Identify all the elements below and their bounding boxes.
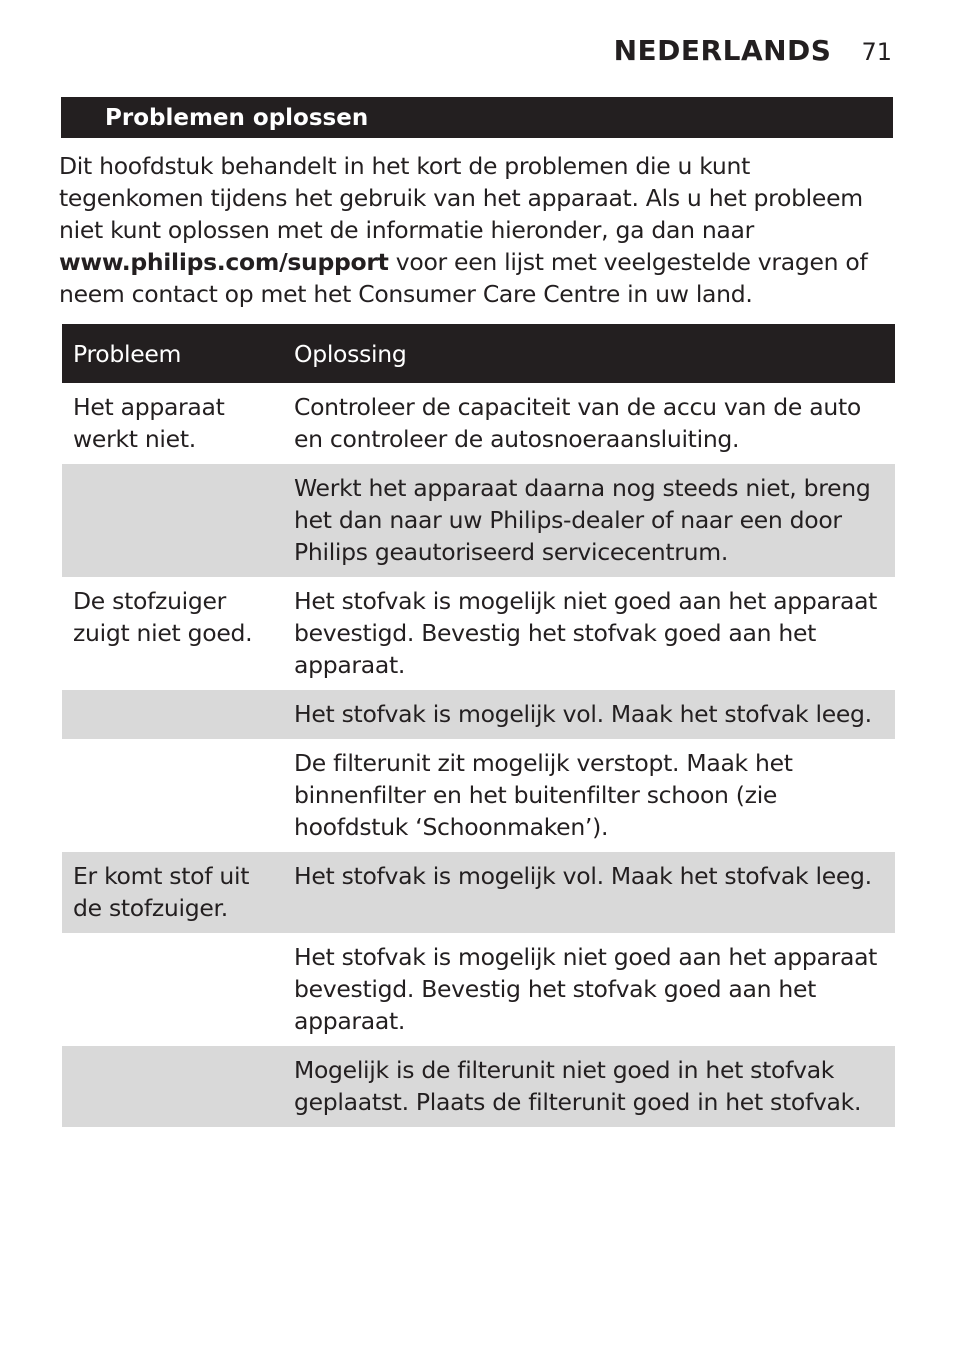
table-header-row [62, 324, 895, 383]
problem-cell: De stofzuiger zuigt niet goed. [73, 587, 253, 647]
troubleshooting-table [62, 324, 895, 1127]
intro-paragraph [59, 150, 899, 310]
solution-cell: Het stofvak is mogelijk vol. Maak het stofvak leeg. [283, 852, 895, 933]
language-heading: NEDERLANDS [613, 34, 832, 67]
intro-text-after: voor een lijst met veelgestelde vragen of neem contact op met het Consumer Care Centre in uw land. [59, 248, 868, 308]
problem-cell [62, 933, 283, 1046]
page-header [614, 34, 892, 67]
solution-cell: Controleer de capaciteit van de accu van de auto en controleer de autosnoeraansluiting. [294, 393, 861, 453]
table-row [62, 690, 895, 739]
table-row [62, 852, 895, 933]
solution-cell: Werkt het apparaat daarna nog steeds niet, breng het dan naar uw Philips-dealer of naar een door Philips geautoriseerd servicecentrum. [283, 464, 895, 577]
table-row [62, 933, 895, 1046]
column-header-problem: Probleem [62, 324, 283, 383]
section-title: Problemen oplossen [105, 105, 369, 131]
intro-text-before: Dit hoofdstuk behandelt in het kort de problemen die u kunt tegenkomen tijdens het gebruik van het apparaat. Als u het probleem niet kunt oplossen met de informatie hieronder, ga dan naar [59, 152, 863, 244]
solution-cell: De filterunit zit mogelijk verstopt. Maak het binnenfilter en het buitenfilter schoon (zie hoofdstuk ‘Schoonmaken’). [294, 749, 793, 841]
problem-cell [62, 739, 283, 852]
problem-cell [62, 690, 283, 739]
section-title-bar [61, 97, 893, 138]
table-row [62, 464, 895, 577]
problem-cell: Het apparaat werkt niet. [73, 393, 225, 453]
solution-cell: Mogelijk is de filterunit niet goed in het stofvak geplaatst. Plaats de filterunit goed in het stofvak. [283, 1046, 895, 1127]
support-url: www.philips.com/support [59, 248, 389, 276]
table-row [62, 1046, 895, 1127]
solution-cell: Het stofvak is mogelijk niet goed aan het apparaat bevestigd. Bevestig het stofvak goed aan het apparaat. [294, 943, 878, 1035]
table-row [62, 383, 895, 464]
problem-cell [62, 464, 283, 577]
solution-cell: Het stofvak is mogelijk niet goed aan het apparaat bevestigd. Bevestig het stofvak goed aan het apparaat. [294, 587, 878, 679]
column-header-solution: Oplossing [283, 324, 895, 383]
table-row [62, 577, 895, 690]
page-number: 71 [861, 38, 892, 66]
table-row [62, 739, 895, 852]
problem-cell: Er komt stof uit de stofzuiger. [62, 852, 283, 933]
solution-cell: Het stofvak is mogelijk vol. Maak het stofvak leeg. [283, 690, 895, 739]
problem-cell [62, 1046, 283, 1127]
